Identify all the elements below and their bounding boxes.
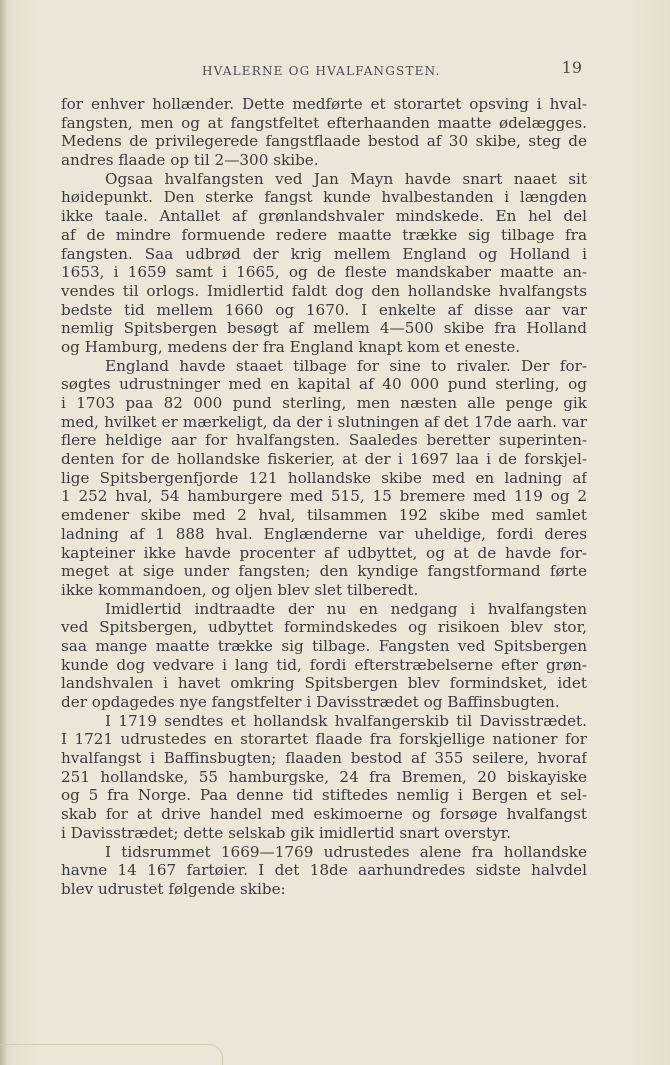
running-title: HVALERNE OG HVALFANGSTEN. [202,64,441,78]
text-line: høidepunkt. Den sterke fangst kunde hvalbestanden i længden [61,188,587,207]
text-line: for enhver hollænder. Dette medførte et storartet opsving i hval- [61,95,587,113]
text-line: søgtes udrustninger med en kapital af 40 000 pund sterling, og [61,375,587,394]
text-line: ikke kommandoen, og oljen blev slet tilberedt. [61,580,419,599]
text-line: emdener skibe med 2 hval, tilsammen 192 skibe med samlet [61,506,587,525]
text-line: Imidlertid indtraadte der nu en nedgang i hvalfangsten [105,599,587,618]
text-line: vendes til orlogs. Imidlertid faldt dog den hollandske hvalfangsts [61,281,587,300]
text-line: ikke taale. Antallet af grønlandshvaler mindskede. En hel del [61,207,587,226]
text-line: af de mindre formuende redere maatte trække sig tilbage fra [61,225,587,244]
text-line: 251 hollandske, 55 hamburgske, 24 fra Bremen, 20 biskayiske [61,767,587,786]
text-line: Medens de privilegerede fangstflaade bestod af 30 skibe, steg de [61,132,587,151]
text-line: skab for at drive handel med eskimoerne og forsøge hvalfangst [61,805,587,824]
body-text [61,95,587,899]
page-header [60,58,586,82]
text-line: fangsten, men og at fangstfeltet efterhaanden maatte ødelægges. [61,113,587,132]
text-line: kapteiner ikke havde procenter af udbyttet, og at de havde for- [61,543,587,562]
text-line: i Davisstrædet; dette selskab gik imidlertid snart overstyr. [61,823,512,842]
text-line: der opdagedes nye fangstfelter i Davisstrædet og Baffinsbugten. [61,693,560,711]
text-line: I 1721 udrustedes en storartet flaade fra forskjellige nationer for [61,730,587,749]
text-line: lige Spitsbergenfjorde 121 hollandske skibe med en ladning af [61,468,587,487]
text-line: denten for de hollandske fiskerier, at der i 1697 laa i de forskjel- [61,450,587,469]
text-line: i 1703 paa 82 000 pund sterling, men næsten alle penge gik [61,394,587,412]
text-line: og Hamburg, medens der fra England knapt kom et eneste. [61,337,521,356]
text-line: fangsten. Saa udbrød der krig mellem England og Holland i [61,244,587,263]
text-line: kunde dog vedvare i lang tid, fordi efterstræbelserne efter grøn- [61,655,587,674]
text-line: meget at sige under fangsten; den kyndige fangstformand førte [61,562,587,581]
page-corner-mark [0,1044,223,1065]
text-line: flere heldige aar for hvalfangsten. Saaledes beretter superinten- [61,431,587,450]
text-line: nemlig Spitsbergen besøgt af mellem 4—500 skibe fra Holland [61,319,587,338]
text-line: I 1719 sendtes et hollandsk hvalfangerskib til Davisstrædet. [105,711,587,730]
text-line: og 5 fra Norge. Paa denne tid stiftedes nemlig i Bergen et sel- [61,786,587,805]
text-line: Ogsaa hvalfangsten ved Jan Mayn havde snart naaet sit [105,169,587,188]
text-line: ladning af 1 888 hval. Englænderne var uheldige, fordi deres [61,524,587,543]
page-number: 19 [561,58,582,77]
text-line: bedste tid mellem 1660 og 1670. I enkelte af disse aar var [61,300,587,319]
text-line: andres flaade op til 2—300 skibe. [61,151,319,170]
text-line: 1 252 hval, 54 hamburgere med 515, 15 bremere med 119 og 2 [61,487,587,506]
text-line: landshvalen i havet omkring Spitsbergen blev formindsket, idet [61,674,587,693]
text-line: saa mange maatte trække sig tilbage. Fangsten ved Spitsbergen [61,636,587,655]
text-line: I tidsrummet 1669—1769 udrustedes alene fra hollandske [105,842,587,861]
text-line: blev udrustet følgende skibe: [61,879,286,898]
text-line: med, hvilket er mærkeligt, da der i slutningen af det 17de aarh. var [61,412,587,431]
text-line: England havde staaet tilbage for sine to rivaler. Der for- [105,356,587,375]
text-line: ved Spitsbergen, udbyttet formindskedes og risikoen blev stor, [61,618,587,637]
text-line: 1653, i 1659 samt i 1665, og de fleste mandskaber maatte an- [61,263,587,282]
text-line: havne 14 167 fartøier. I det 18de aarhundredes sidste halvdel [61,861,587,880]
text-line: hvalfangst i Baffinsbugten; flaaden bestod af 355 seilere, hvoraf [61,749,587,768]
page-spine-shadow [0,0,6,1065]
